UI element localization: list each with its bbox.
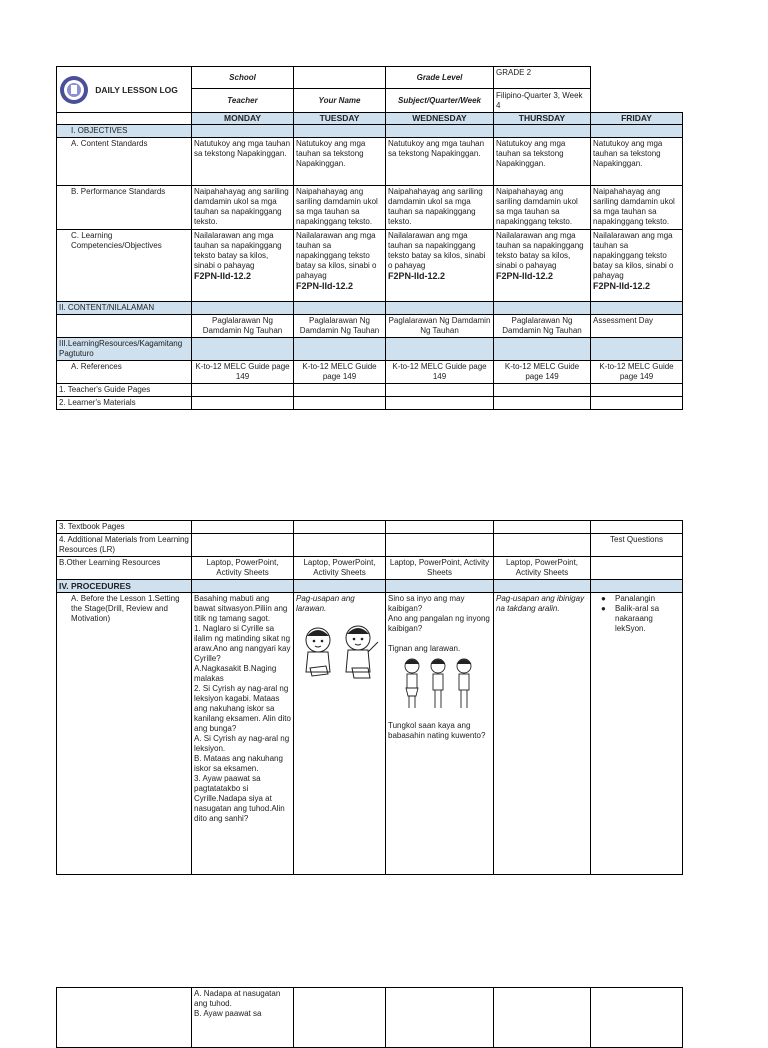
teachers-guide-label: 1. Teacher's Guide Pages [57,384,192,397]
content-standards-friday: Natutukoy ang mga tauhan sa tekstong Napakinggan. [591,138,683,186]
teachers-guide-cell[interactable] [192,384,294,397]
resources-fill [294,338,386,361]
lesson-log-table-1 [56,66,682,410]
children-reading-image [296,622,382,684]
performance-standards-tuesday: Naipahahayag ang sariling damdamin ukol sa mga tauhan sa napakinggang teksto. [294,186,386,230]
procedures-tuesday [294,593,386,875]
content-blank [57,315,192,338]
document-title: DAILY LESSON LOG [95,84,178,95]
procedures-fill [494,580,591,593]
three-friends-image [398,656,478,712]
references-thursday: K-to-12 MELC Guide page 149 [494,361,591,384]
learners-materials-cell[interactable] [386,397,494,410]
friday-item-review: ● Balik-aral sa nakaraang lekSyon. [615,604,680,634]
textbook-pages-cell[interactable] [386,521,494,534]
content-standards-thursday: Natutukoy ang mga tauhan sa tekstong Napakinggan. [494,138,591,186]
objectives-fill [494,125,591,138]
competencies-thursday: Nailalarawan ang mga tauhan sa napakinggang teksto batay sa kilos, sinabi o pahayag F2PN-IId-12.2 [494,230,591,302]
learners-materials-cell[interactable] [494,397,591,410]
other-resources-monday: Laptop, PowerPoint, Activity Sheets [192,557,294,580]
teachers-guide-cell[interactable] [386,384,494,397]
teacher-label: Teacher [192,89,294,113]
additional-materials-label: 4. Additional Materials from Learning Resources (LR) [57,534,192,557]
deped-seal-icon [59,75,89,105]
content-wednesday: Paglalarawan Ng Damdamin Ng Tauhan [386,315,494,338]
other-resources-friday [591,557,683,580]
subject-value[interactable]: Filipino-Quarter 3, Week 4 [494,89,591,113]
continued-cell [591,988,683,1048]
content-standards-wednesday: Natutukoy ang mga tauhan sa tekstong Napakinggan. [386,138,494,186]
references-friday: K-to-12 MELC Guide page 149 [591,361,683,384]
competencies-friday: Nailalarawan ang mga tauhan sa napakinggang teksto batay sa kilos, sinabi o pahayag F2PN-IId-12.2 [591,230,683,302]
procedures-tuesday-text: Pag-usapan ang larawan. [296,594,355,613]
procedures-fill [386,580,494,593]
additional-materials-friday: Test Questions [591,534,683,557]
before-lesson-label: A. Before the Lesson 1.Setting the Stage(Drill, Review and Motivation) [57,593,192,875]
subject-label: Subject/Quarter/Week [386,89,494,113]
competency-code: F2PN-IId-12.2 [388,271,446,281]
textbook-pages-cell[interactable] [494,521,591,534]
day-header-friday: FRIDAY [591,113,683,125]
competencies-tuesday: Nailalarawan ang mga tauhan sa napakinggang teksto batay sa kilos, sinabi o pahayag F2PN-IId-12.2 [294,230,386,302]
resources-fill [494,338,591,361]
objectives-fill [591,125,683,138]
content-monday: Paglalarawan Ng Damdamin Ng Tauhan [192,315,294,338]
lesson-log-table-3 [56,987,682,1048]
objectives-fill [294,125,386,138]
competencies-monday: Nailalarawan ang mga tauhan sa napakinggang teksto batay sa kilos, sinabi o pahayag F2PN-IId-12.2 [192,230,294,302]
lesson-log-table-2 [56,520,682,875]
continued-cell [294,988,386,1048]
procedures-thursday: Pag-usapan ang ibinigay na takdang aralin. [494,593,591,875]
competencies-wednesday: Nailalarawan ang mga tauhan sa napakinggang teksto batay sa kilos, sinabi o pahayag F2PN-IId-12.2 [386,230,494,302]
procedures-fill [591,580,683,593]
continued-cell [386,988,494,1048]
other-resources-tuesday: Laptop, PowerPoint, Activity Sheets [294,557,386,580]
content-friday: Assessment Day [591,315,683,338]
content-tuesday: Paglalarawan Ng Damdamin Ng Tauhan [294,315,386,338]
content-fill [294,302,386,315]
procedures-wednesday-questions: Sino sa inyo ang may kaibigan? Ano ang pangalan ng inyong kaibigan? [388,594,490,633]
grade-level-value[interactable]: GRADE 2 [494,67,591,89]
references-wednesday: K-to-12 MELC Guide page 149 [386,361,494,384]
performance-standards-friday: Naipahahayag ang sariling damdamin ukol sa mga tauhan sa napakinggang teksto. [591,186,683,230]
header-logo-cell [57,67,192,113]
procedures-friday [591,593,683,875]
performance-standards-thursday: Naipahahayag ang sariling damdamin ukol sa mga tauhan sa napakinggang teksto. [494,186,591,230]
empty-corner-2 [591,89,683,113]
school-label: School [192,67,294,89]
teachers-guide-cell[interactable] [591,384,683,397]
procedures-fill [294,580,386,593]
content-fill [386,302,494,315]
references-monday: K-to-12 MELC Guide page 149 [192,361,294,384]
objectives-fill [386,125,494,138]
day-header-tuesday: TUESDAY [294,113,386,125]
additional-materials-cell[interactable] [494,534,591,557]
continued-monday: A. Nadapa at nasugatan ang tuhod. B. Ayaw paawat sa [192,988,294,1048]
objectives-fill [192,125,294,138]
day-header-wednesday: WEDNESDAY [386,113,494,125]
resources-heading: III.LearningResources/Kagamitang Pagtuturo [57,338,192,361]
resources-fill [192,338,294,361]
additional-materials-cell[interactable] [294,534,386,557]
learners-materials-cell[interactable] [294,397,386,410]
competency-code: F2PN-IId-12.2 [296,281,354,291]
performance-standards-wednesday: Naipahahayag ang sariling damdamin ukol sa mga tauhan sa napakinggang teksto. [386,186,494,230]
other-resources-label: B.Other Learning Resources [57,557,192,580]
day-header-blank [57,113,192,125]
procedures-monday: Basahing mabuti ang bawat sitwasyon.Piliin ang titik ng tamang sagot. 1. Naglaro si Cyrille sa ilalim ng matinding sikat ng araw.Ano ang nangyari kay Cyrille? A.Nagkasakit B.Naging malakas 2. Si Cyrish ay nag-aral ng leksiyon kagabi. Mataas ang nakuhang iskor sa kanilang eksamen. Alin dito ang bunga? A. Si Cyrish ay nag-aral ng leksiyon. B. Mataas ang nakuhang iskor sa eksamen. 3. Ayaw paawat sa pagtatatakbo si Cyrille.Nadapa siya at nasugatan ang tuhod.Alin dito ang sanhi? [192,593,294,875]
empty-corner [591,67,683,89]
teachers-guide-cell[interactable] [294,384,386,397]
content-thursday: Paglalarawan Ng Damdamin Ng Tauhan [494,315,591,338]
content-standards-tuesday: Natutukoy ang mga tauhan sa tekstong Napakinggan. [294,138,386,186]
learners-materials-label: 2. Learner's Materials [57,397,192,410]
learners-materials-cell[interactable] [192,397,294,410]
additional-materials-cell[interactable] [192,534,294,557]
day-header-thursday: THURSDAY [494,113,591,125]
continued-cell [494,988,591,1048]
performance-standards-label: B. Performance Standards [57,186,192,230]
textbook-pages-cell[interactable] [192,521,294,534]
content-standards-label: A. Content Standards [57,138,192,186]
learners-materials-cell[interactable] [591,397,683,410]
procedures-wednesday-story: Tungkol saan kaya ang babasahin nating kuwento? [388,721,486,740]
other-resources-thursday: Laptop, PowerPoint, Activity Sheets [494,557,591,580]
competency-code: F2PN-IId-12.2 [496,271,554,281]
procedures-wednesday-look: Tignan ang larawan. [388,644,461,653]
references-label: A. References [57,361,192,384]
resources-fill [386,338,494,361]
school-value[interactable] [294,67,386,89]
additional-materials-cell[interactable] [386,534,494,557]
day-header-monday: MONDAY [192,113,294,125]
competencies-label: C. Learning Competencies/Objectives [57,230,192,302]
friday-item-prayer: ● Panalangin [615,594,680,604]
content-heading: II. CONTENT/NILALAMAN [57,302,192,315]
content-standards-monday: Natutukoy ang mga tauhan sa tekstong Napakinggan. [192,138,294,186]
competency-code: F2PN-IId-12.2 [194,271,252,281]
textbook-pages-label: 3. Textbook Pages [57,521,192,534]
teachers-guide-cell[interactable] [494,384,591,397]
other-resources-wednesday: Laptop, PowerPoint, Activity Sheets [386,557,494,580]
procedures-fill [192,580,294,593]
content-fill [591,302,683,315]
performance-standards-monday: Naipahahayag ang sariling damdamin ukol sa mga tauhan sa napakinggang teksto. [192,186,294,230]
references-tuesday: K-to-12 MELC Guide page 149 [294,361,386,384]
resources-fill [591,338,683,361]
teacher-value[interactable]: Your Name [294,89,386,113]
textbook-pages-cell[interactable] [294,521,386,534]
objectives-heading: I. OBJECTIVES [57,125,192,138]
competency-code: F2PN-IId-12.2 [593,281,651,291]
continued-label-cell [57,988,192,1048]
content-fill [192,302,294,315]
procedures-heading: IV. PROCEDURES [57,580,192,593]
procedures-wednesday [386,593,494,875]
content-fill [494,302,591,315]
grade-level-label: Grade Level [386,67,494,89]
textbook-pages-cell[interactable] [591,521,683,534]
